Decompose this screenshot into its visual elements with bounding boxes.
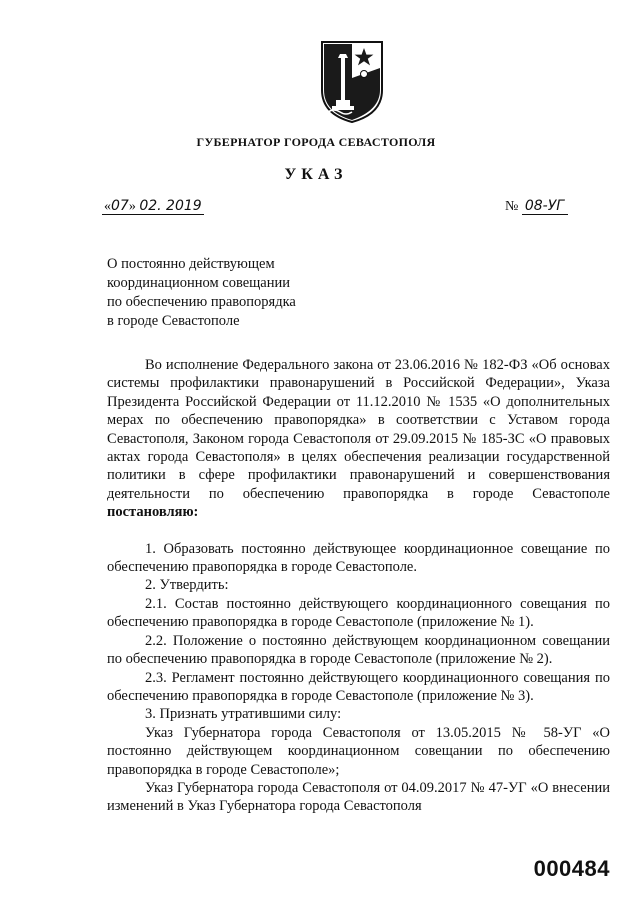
subject-line: координационном совещании	[107, 275, 291, 291]
subject-line: в городе Севастополе	[107, 313, 240, 329]
decree-word: постановляю	[107, 504, 194, 521]
item-paragraph: 2.3. Регламент постоянно действующего координационного совещания по обеспечению правопорядка в городе Севастополе (приложение № 3).	[107, 669, 610, 704]
serial-number: 000484	[533, 856, 610, 881]
preamble-text: Во исполнение Федерального закона от 23.06.2016 № 182-ФЗ «Об основах системы профилактики правонарушений в Российской Федерации», Указа Президента Российской Федерации от 11.12.2010 № 1535 «О дополнительных мерах по обеспечению правопорядка» в соответствии с Уставом города Севастополя, Законом города Севастополя от 29.09.2015 № 185-ЗС «О правовых актах города Севастополя» в целях обеспечения реализации государственной политики в сфере профилактики правонарушений и совершенствования деятельности по обеспечению правопорядка в городе Севастополе	[107, 357, 610, 502]
item-paragraph: 3. Признать утратившими силу:	[145, 706, 342, 723]
decree-subject	[107, 255, 296, 331]
item-paragraph: Указ Губернатора города Севастополя от 04.09.2017 № 47-УГ «О внесении изменений в Указ Губернатора города Севастополя	[107, 779, 610, 815]
item-paragraph: 2.2. Положение о постоянно действующем координационном совещании по обеспечению правопорядка в городе Севастополе (приложение № 2).	[107, 632, 610, 668]
issuing-authority: ГУБЕРНАТОР ГОРОДА СЕВАСТОПОЛЯ	[196, 135, 436, 149]
sevastopol-coat-of-arms-icon	[318, 38, 386, 124]
date-close-quote: »	[128, 199, 136, 214]
decree-body	[107, 356, 610, 816]
number-prefix: №	[505, 199, 519, 214]
document-type-title: УКАЗ	[284, 166, 348, 183]
subject-line: по обеспечению правопорядка	[107, 294, 296, 310]
preamble-paragraph	[107, 356, 610, 522]
number-value: 08-УГ	[524, 198, 565, 214]
item-paragraph: Указ Губернатора города Севастополя от 13.05.2015 № 58-УГ «О постоянно действующем координационном совещании по обеспечению правопорядка в городе Севастополе»;	[107, 724, 610, 778]
item-paragraph: 2.1. Состав постоянно действующего координационного совещания по обеспечению правопорядка в городе Севастополе (приложение № 1).	[107, 595, 610, 631]
date-open-quote: «	[104, 199, 111, 214]
date-month-year: 02. 2019	[139, 198, 202, 214]
subject-line: О постоянно действующем	[107, 256, 275, 272]
decree-colon: :	[193, 504, 199, 521]
date-day: 07	[111, 198, 129, 214]
item-paragraph: 2. Утвердить:	[145, 577, 229, 594]
decree-number	[505, 199, 568, 215]
decree-date	[102, 199, 204, 215]
paragraph-gap	[107, 522, 610, 540]
item-paragraph: 1. Образовать постоянно действующее координационное совещание по обеспечению правопорядка в городе Севастополе.	[107, 540, 610, 576]
